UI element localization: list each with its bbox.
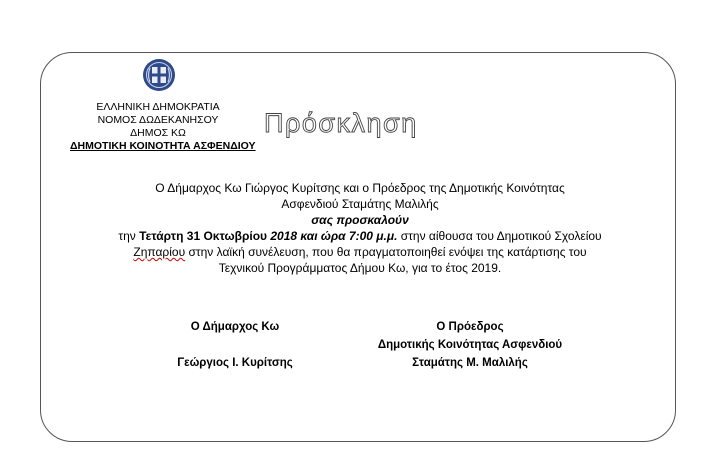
place-purpose: στην λαϊκή συνέλευση, που θα πραγματοποιηθεί ενόψει της κατάρτισης του — [185, 245, 587, 259]
issuer-block — [70, 101, 256, 153]
title-text: Πρόσκληση — [264, 108, 418, 138]
body-line-date — [60, 228, 660, 244]
president-title: Ο Πρόεδρος — [436, 321, 504, 333]
date-time: και ώρα 7:00 μ.μ. — [300, 229, 398, 243]
body-line-1: Ο Δήμαρχος Κω Γιώργος Κυρίτσης και ο Πρόεδρος της Δημοτικής Κοινότητας — [155, 181, 565, 195]
date-prefix: την — [118, 229, 140, 243]
org-line-municipality: ΔΗΜΟΣ ΚΩ — [130, 127, 186, 139]
mayor-name: Γεώργιος Ι. Κυρίτσης — [177, 357, 293, 369]
president-community: Δημοτικής Κοινότητας Ασφενδιού — [377, 339, 563, 351]
president-name: Σταμάτης Μ. Μαλιλής — [412, 357, 528, 369]
place-name: Ζηπαρίου — [133, 245, 186, 259]
body-line-2: Ασφενδιού Σταμάτης Μαλιλής — [281, 197, 439, 211]
body-line-invite: σας προσκαλούν — [311, 213, 409, 227]
greek-emblem-icon — [142, 58, 176, 92]
invitation-text — [60, 180, 660, 276]
org-line-community: ΔΗΜΟΤΙΚΗ ΚΟΙΝΟΤΗΤΑ ΑΣΦΕΝΔΙΟΥ — [70, 140, 256, 152]
mayor-title: Ο Δήμαρχος Κω — [190, 321, 280, 333]
date-venue: στην αίθουσα του Δημοτικού Σχολείου — [397, 229, 602, 243]
body-line-program: Τεχνικού Προγράμματος Δήμου Κω, για το έτος 2019. — [218, 261, 502, 275]
page-title — [262, 102, 452, 142]
org-line-prefecture: ΝΟΜΟΣ ΔΩΔΕΚΑΝΗΣΟΥ — [97, 114, 219, 126]
org-line-country: ΕΛΛΗΝΙΚΗ ΔΗΜΟΚΡΑΤΙΑ — [96, 101, 220, 113]
date-day: Τετάρτη 31 Οκτωβρίου — [139, 229, 268, 243]
date-year: 2018 — [267, 229, 301, 243]
body-line-place — [60, 244, 660, 260]
